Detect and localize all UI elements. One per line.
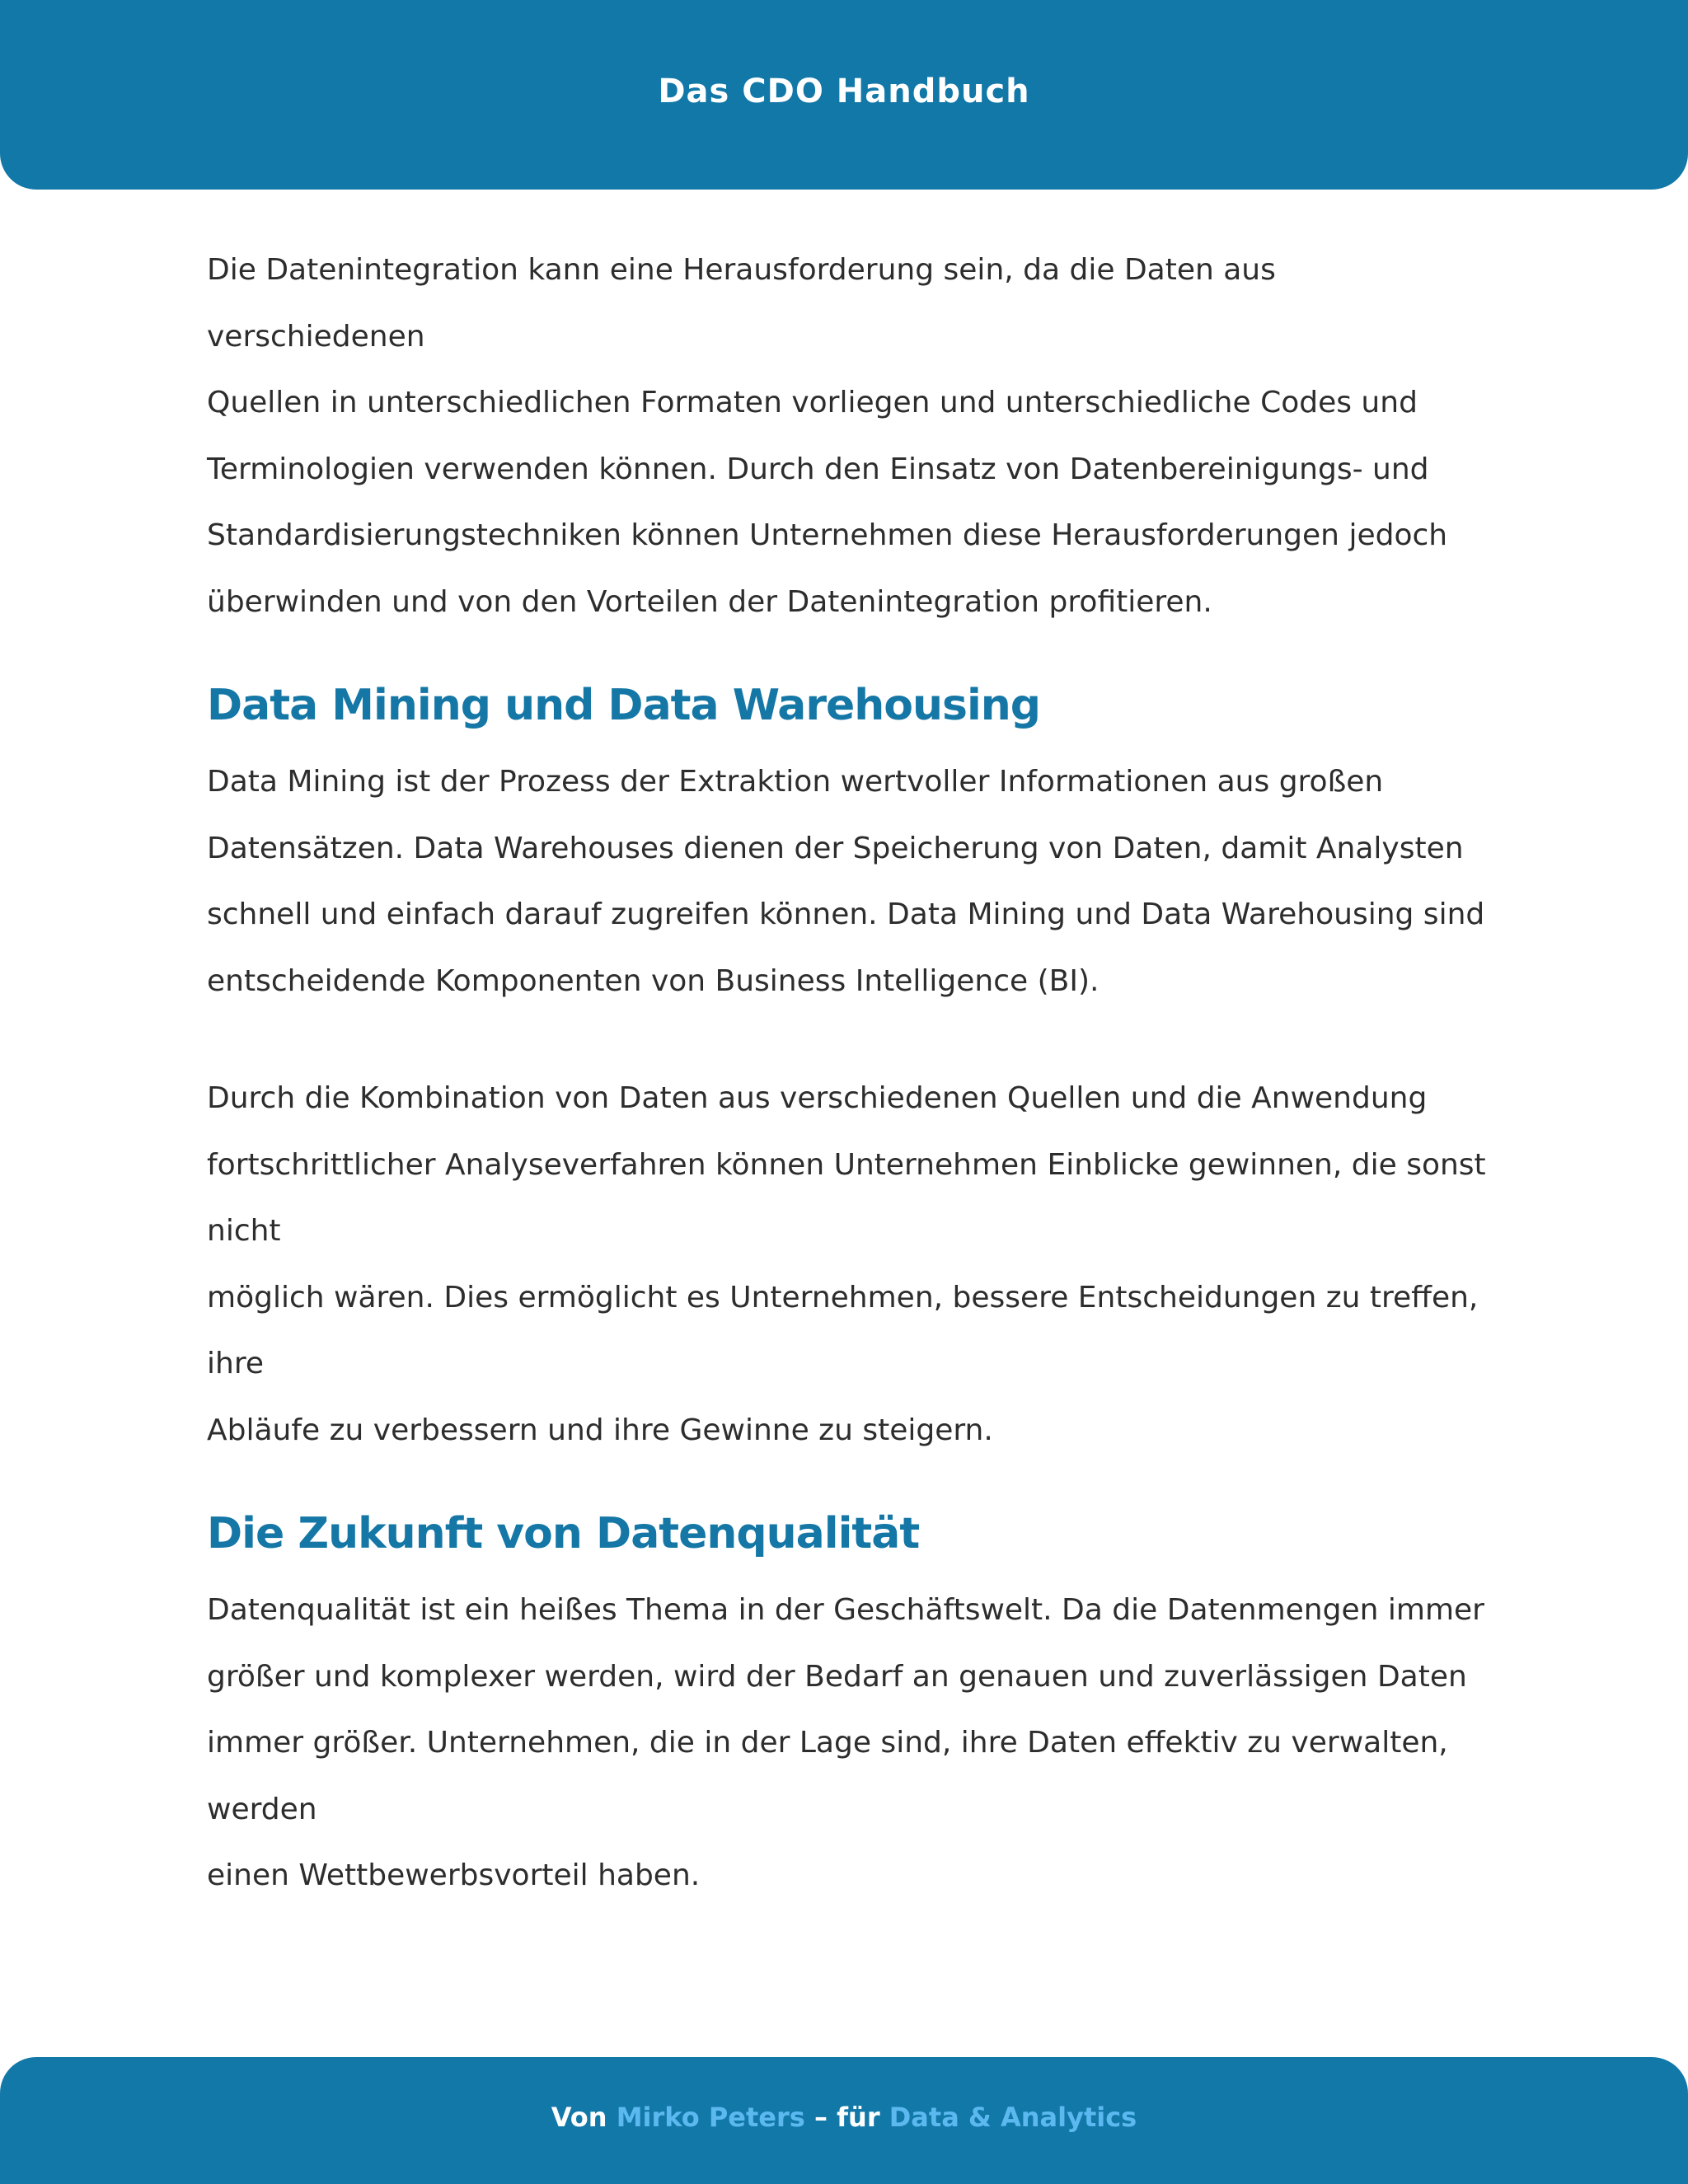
page-header bbox=[0, 0, 1688, 190]
paragraph-line: Datenqualität ist ein heißes Thema in der Geschäftswelt. Da die Datenmengen immer bbox=[207, 1593, 1484, 1627]
page-content bbox=[207, 237, 1493, 1910]
data-mining-paragraph-2 bbox=[207, 1066, 1493, 1464]
page-footer bbox=[0, 2057, 1688, 2184]
footer-credit bbox=[0, 2102, 1688, 2133]
paragraph-line: fortschrittlicher Analyseverfahren können Unternehmen Einblicke gewinnen, die sonst nicht bbox=[207, 1147, 1486, 1248]
intro-line: Die Datenintegration kann eine Herausforderung sein, da die Daten aus verschiedenen bbox=[207, 253, 1276, 354]
intro-line: überwinden und von den Vorteilen der Datenintegration profitieren. bbox=[207, 584, 1212, 619]
section-heading-data-mining: Data Mining und Data Warehousing bbox=[207, 681, 1041, 730]
data-mining-paragraph-1 bbox=[207, 749, 1493, 1015]
paragraph-line: einen Wettbewerbsvorteil haben. bbox=[207, 1858, 701, 1892]
intro-line: Terminologien verwenden können. Durch den Einsatz von Datenbereinigungs- und bbox=[207, 452, 1429, 486]
paragraph-line: entscheidende Komponenten von Business Intelligence (BI). bbox=[207, 963, 1100, 998]
footer-org-link[interactable]: Data & Analytics bbox=[889, 2102, 1137, 2133]
header-title: Das CDO Handbuch bbox=[658, 73, 1030, 110]
footer-separator: – für bbox=[814, 2102, 880, 2133]
footer-von: Von bbox=[551, 2102, 607, 2133]
paragraph-line: möglich wären. Dies ermöglicht es Unternehmen, bessere Entscheidungen zu treffen, ihre bbox=[207, 1280, 1479, 1380]
intro-line: Quellen in unterschiedlichen Formaten vorliegen und unterschiedliche Codes und bbox=[207, 386, 1418, 419]
paragraph-line: Durch die Kombination von Daten aus verschiedenen Quellen und die Anwendung bbox=[207, 1081, 1428, 1115]
paragraph-line: Datensätzen. Data Warehouses dienen der Speicherung von Daten, damit Analysten bbox=[207, 831, 1464, 865]
datenqualitaet-paragraph bbox=[207, 1577, 1493, 1910]
paragraph-line: schnell und einfach darauf zugreifen können. Data Mining und Data Warehousing sind bbox=[207, 898, 1485, 931]
paragraph-line: größer und komplexer werden, wird der Bedarf an genauen und zuverlässigen Daten bbox=[207, 1659, 1467, 1694]
paragraph-line: Data Mining ist der Prozess der Extraktion wertvoller Informationen aus großen bbox=[207, 765, 1384, 799]
paragraph-line: immer größer. Unternehmen, die in der Lage sind, ihre Daten effektiv zu verwalten, werden bbox=[207, 1726, 1448, 1826]
paragraph-line: Abläufe zu verbessern und ihre Gewinne zu steigern. bbox=[207, 1413, 993, 1447]
footer-author-link[interactable]: Mirko Peters bbox=[616, 2102, 805, 2133]
section-heading-datenqualitaet: Die Zukunft von Datenqualität bbox=[207, 1509, 920, 1558]
intro-line: Standardisierungstechniken können Unternehmen diese Herausforderungen jedoch bbox=[207, 518, 1448, 552]
paragraph-spacer bbox=[207, 1015, 1493, 1066]
intro-paragraph bbox=[207, 237, 1493, 635]
